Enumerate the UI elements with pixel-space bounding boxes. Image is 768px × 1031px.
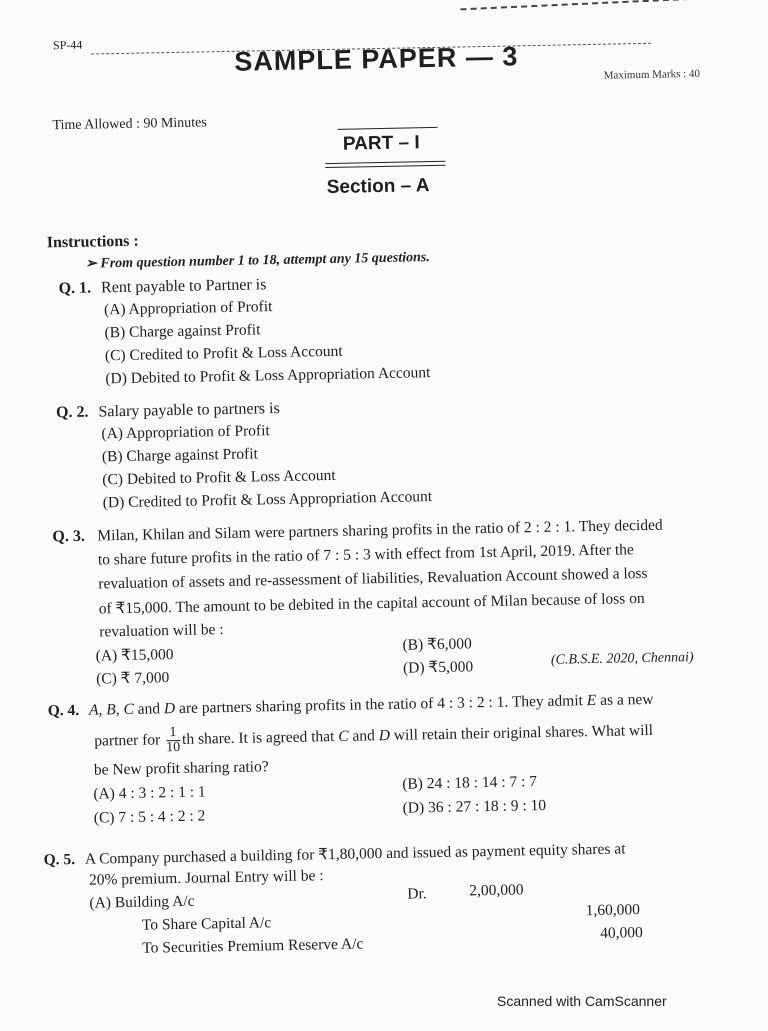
q5-entry-dr-amount: 2,00,000 — [469, 881, 524, 900]
question-text: Rent payable to Partner is — [100, 276, 267, 297]
q4-text: will retain their original shares. What will — [389, 721, 654, 744]
paper-code: SP-44 — [52, 37, 83, 53]
q3-line-4: of ₹15,000. The amount to be debited in the capital account of Milan because of loss on — [98, 590, 645, 618]
page-title: SAMPLE PAPER — 3 — [234, 41, 519, 77]
question-2 — [56, 400, 280, 422]
q4-option-c: (C) 7 : 5 : 4 : 2 : 2 — [93, 807, 206, 827]
q3-line-2: to share future profits in the ratio of 7 : 5 : 3 with effect from 1st April, 2019. After the — [97, 541, 635, 569]
part-rule-bottom — [325, 161, 445, 164]
q5-entry-credit-1: To Share Capital A/c — [141, 914, 272, 934]
top-dashed-rule — [460, 0, 760, 10]
q2-option-c: (C) Debited to Profit & Loss Account — [102, 466, 336, 489]
q4-text: and — [133, 700, 165, 718]
max-marks: Maximum Marks : 40 — [603, 67, 701, 82]
q4-text: as a new — [596, 690, 654, 709]
q5-line-2: 20% premium. Journal Entry will be : — [88, 867, 324, 889]
part-rule-top — [338, 127, 438, 130]
q3-reference: (C.B.S.E. 2020, Chennai) — [550, 650, 694, 668]
q5-entry-credit-2: To Securities Premium Reserve A/c — [142, 935, 364, 957]
section-rule — [325, 165, 445, 168]
q3-option-a: (A) ₹15,000 — [95, 646, 174, 665]
question-1 — [58, 276, 266, 298]
q4-text: D — [378, 726, 391, 745]
question-text: Salary payable to partners is — [98, 399, 280, 421]
question-number: Q. 1. — [58, 279, 92, 298]
question-3 — [52, 528, 85, 547]
q4-text: and — [348, 727, 379, 745]
fraction — [166, 726, 181, 755]
q4-text: are partners sharing profits in the ratio of 4 : 3 : 2 : 1. They admit — [175, 692, 587, 718]
instructions-heading: Instructions : — [46, 232, 139, 252]
fraction-numerator: 1 — [166, 726, 180, 741]
q4-option-a: (A) 4 : 3 : 2 : 1 : 1 — [93, 783, 206, 803]
question-number: Q. 4. — [47, 701, 80, 720]
q4-text: th share. It is agreed that — [181, 727, 339, 748]
q4-text: C — [338, 727, 349, 745]
q1-option-a: (A) Appropriation of Profit — [103, 298, 273, 319]
q5-entry-credit-2-amount: 40,000 — [599, 924, 643, 942]
q4-text: D — [163, 700, 176, 718]
part-heading: PART – I — [342, 132, 420, 155]
q5-line-1: A Company purchased a building for ₹1,80,000 and issued as payment equity shares at — [84, 840, 626, 868]
question-4 — [48, 691, 654, 721]
q4-option-d: (D) 36 : 27 : 18 : 9 : 10 — [402, 796, 547, 817]
time-allowed: Time Allowed : 90 Minutes — [52, 115, 207, 134]
q5-entry-debit: (A) Building A/c — [89, 892, 195, 912]
scanner-watermark: Scanned with CamScanner — [497, 993, 667, 1009]
q4-text: E — [586, 691, 597, 710]
question-number: Q. 5. — [43, 850, 76, 869]
q3-option-b: (B) ₹6,000 — [402, 635, 472, 654]
question-number: Q. 2. — [55, 403, 89, 422]
q2-option-b: (B) Charge against Profit — [101, 445, 259, 466]
q2-option-a: (A) Appropriation of Profit — [101, 422, 270, 443]
q2-option-d: (D) Credited to Profit & Loss Appropriation Account — [102, 488, 433, 512]
q5-entry-dr: Dr. — [407, 885, 427, 903]
q4-line-3: be New profit sharing ratio? — [93, 758, 269, 779]
q3-line-5: revaluation will be : — [99, 621, 224, 641]
q4-line-2 — [94, 717, 653, 757]
instructions-bullet: ➢ From question number 1 to 18, attempt any 15 questions. — [85, 250, 430, 272]
fraction-denominator: 10 — [166, 739, 181, 756]
q1-option-c: (C) Credited to Profit & Loss Account — [104, 342, 343, 365]
q4-text: A, B, C — [88, 700, 134, 719]
q5-entry-credit-1-amount: 1,60,000 — [585, 901, 641, 920]
q4-text: partner for — [94, 731, 165, 750]
section-heading: Section – A — [326, 175, 430, 199]
q3-option-c: (C) ₹ 7,000 — [95, 669, 170, 688]
q3-line-1: Milan, Khilan and Silam were partners sharing profits in the ratio of 2 : 2 : 1. They decided — [97, 516, 663, 545]
q4-option-b: (B) 24 : 18 : 14 : 7 : 7 — [402, 773, 538, 793]
q1-option-d: (D) Debited to Profit & Loss Appropriation Account — [105, 364, 431, 388]
q1-option-b: (B) Charge against Profit — [104, 321, 261, 342]
question-number: Q. 3. — [52, 527, 86, 546]
q4-line-1 — [89, 691, 654, 719]
q3-option-d: (D) ₹5,000 — [402, 658, 474, 677]
q3-line-3: revaluation of assets and re-assessment of liabilities, Revaluation Account showed a loss — [98, 564, 648, 593]
question-5 — [43, 839, 625, 869]
